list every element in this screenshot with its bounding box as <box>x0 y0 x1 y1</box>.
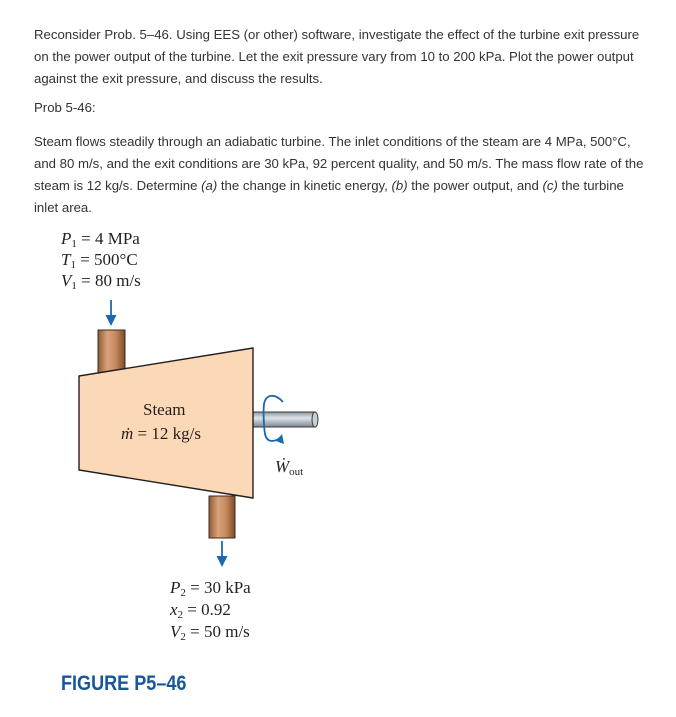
exit-flow-arrow <box>217 541 228 567</box>
inlet-velocity: $V_1 = 80$ m/s <box>61 271 141 292</box>
problem-intro: Reconsider Prob. 5–46. Using EES (or other) software, investigate the effect of the turbine exit pressure on the power output of the turbine. Let the exit pressure vary from 10 to 200 kPa. Plot the power output against the exit pressure, and discuss the results. <box>34 27 640 86</box>
part-b-marker: (b) <box>391 178 408 193</box>
turbine-shaft <box>251 412 315 427</box>
exit-velocity: $V_2 = 50$ m/s <box>170 622 250 643</box>
statement-text-2: the change in kinetic energy, <box>217 178 392 193</box>
work-output-label: Ẇ$_{out}$ <box>275 457 304 478</box>
inlet-temperature: $T_1 = 500^\circ C$ <box>61 250 138 271</box>
statement-text-1: Steam flows steadily through an adiabatic turbine. The inlet conditions of the steam are 4 MPa, 500°C, and 80 m/s, and the exit conditions are 30 kPa, 92 percent quality, and 50 m/s. The mass flow rate of the steam is 12 kg/s. Determine <box>34 134 644 193</box>
statement-text-3: the power output, and <box>407 178 543 193</box>
steam-label: Steam <box>143 400 186 419</box>
exit-pipe <box>209 496 235 538</box>
statement-text-4: the turbine inlet area. <box>34 178 624 215</box>
reference-heading: Prob 5-46: <box>34 100 96 115</box>
mass-flow-rate: ṁ = 12 kg/s <box>121 424 201 443</box>
shaft-end <box>312 412 318 427</box>
figure-caption: FIGURE P5–46 <box>61 672 187 695</box>
exit-pressure: $P_2 = 30$ kPa <box>170 578 251 599</box>
part-c-marker: (c) <box>542 178 558 193</box>
inlet-flow-arrow <box>106 300 117 326</box>
exit-quality: $x_2 = 0.92$ <box>170 600 231 621</box>
part-a-marker: (a) <box>201 178 218 193</box>
inlet-pressure: $P_1 = 4$ MPa <box>61 229 140 250</box>
